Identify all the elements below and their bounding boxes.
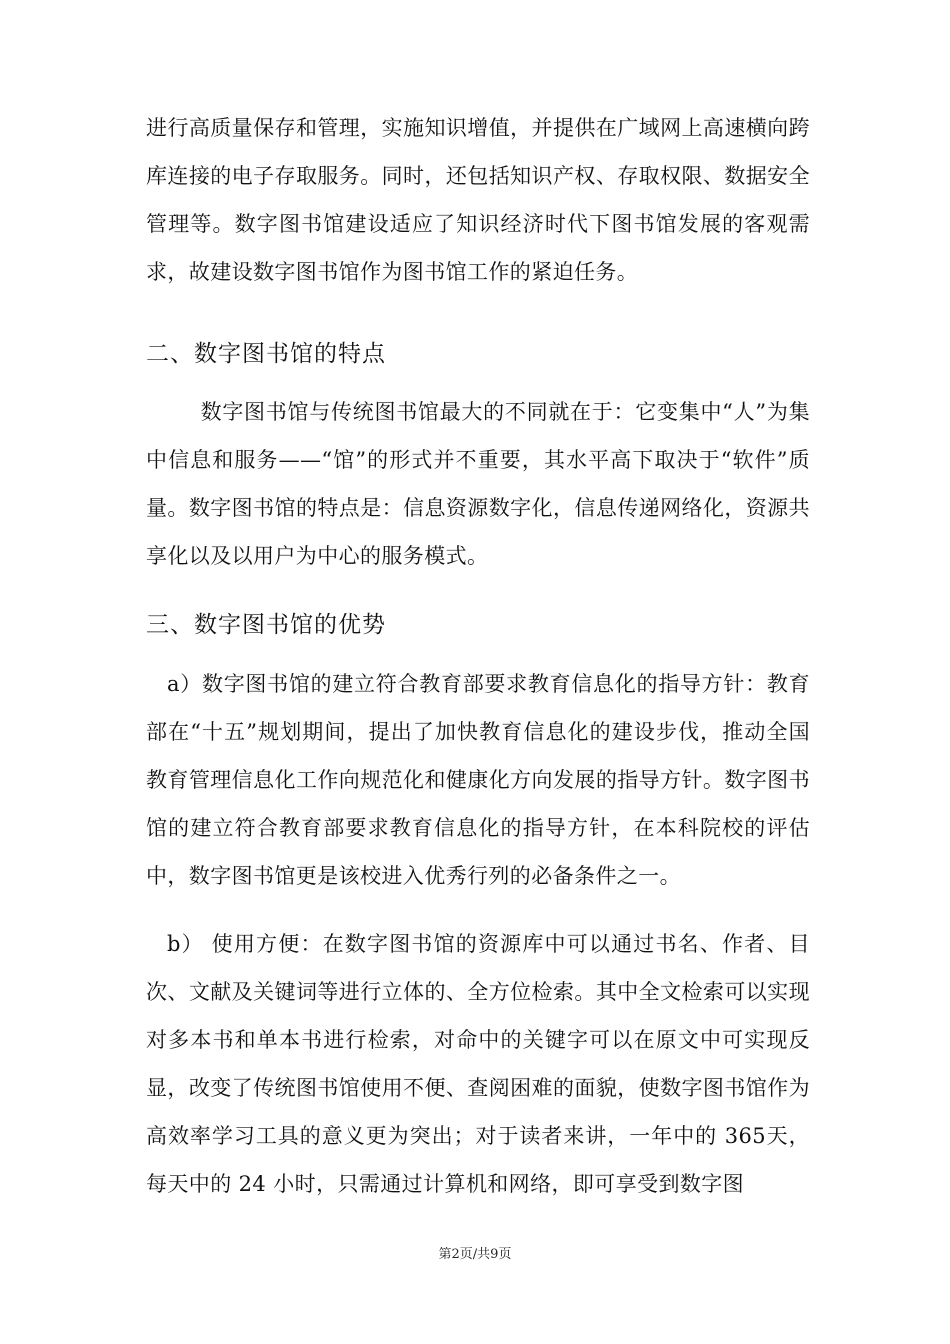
section-3-heading: 三、数字图书馆的优势 (146, 612, 386, 638)
intro-paragraph: 进行高质量保存和管理，实施知识增值，并提供在广域网上高速横向跨库连接的电子存取服务。同时，还包括知识产权、存取权限、数据安全管理等。数字图书馆建设适应了知识经济时代下图书馆发展的客观需求，故建设数字图书馆作为图书馆工作的紧迫任务。 (146, 116, 810, 284)
page-number-footer: 第2页/共9页 (438, 1247, 512, 1262)
section-3-item-b: b） 使用方便：在数字图书馆的资源库中可以通过书名、作者、目次、文献及关键词等进行立体的、全方位检索。其中全文检索可以实现对多本书和单本书进行检索，对命中的关键字可以在原文中可实现反显，改变了传统图书馆使用不便、查阅困难的面貌，使数字图书馆作为高效率学习工具的意义更为突出；对于读者来讲，一年中的 365天，每天中的 24 小时，只需通过计算机和网络，即可享受到数字图 (146, 932, 810, 1196)
section-3-item-a: a）数字图书馆的建立符合教育部要求教育信息化的指导方针：教育部在“十五”规划期间，提出了加快教育信息化的建设步伐，推动全国教育管理信息化工作向规范化和健康化方向发展的指导方针。数字图书馆的建立符合教育部要求教育信息化的指导方针，在本科院校的评估中，数字图书馆更是该校进入优秀行列的必备条件之一。 (146, 672, 810, 888)
section-2-paragraph: 数字图书馆与传统图书馆最大的不同就在于：它变集中“人”为集中信息和服务——“馆”的形式并不重要，其水平高下取决于“软件”质量。数字图书馆的特点是：信息资源数字化，信息传递网络化，资源共享化以及以用户为中心的服务模式。 (146, 400, 810, 568)
section-2-heading: 二、数字图书馆的特点 (146, 341, 386, 367)
